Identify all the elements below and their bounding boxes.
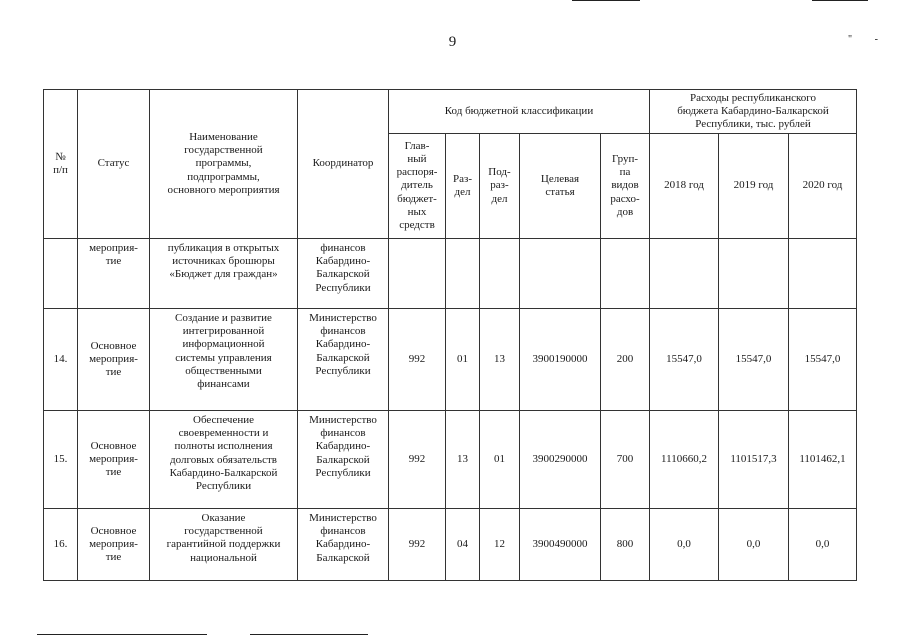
row-podrazdel: 13	[480, 309, 520, 411]
row-celevaya	[520, 239, 601, 309]
col-2018-header: 2018 год	[650, 134, 719, 239]
row-coordinator: Министерство финансов Кабардино- Балкарской Республики	[298, 411, 389, 509]
row-coordinator: Министерство финансов Кабардино- Балкарской	[298, 509, 389, 581]
row-razdel: 13	[446, 411, 480, 509]
row-2018: 15547,0	[650, 309, 719, 411]
col-podrazdel-header: Под- раз- дел	[480, 134, 520, 239]
row-2018: 0,0	[650, 509, 719, 581]
row-podrazdel: 12	[480, 509, 520, 581]
header-row-1	[44, 90, 857, 134]
row-vid: 800	[601, 509, 650, 581]
row-num	[44, 239, 78, 309]
row-coordinator: финансов Кабардино- Балкарской Республики	[298, 239, 389, 309]
table-row	[44, 239, 857, 309]
row-razdel	[446, 239, 480, 309]
row-podrazdel	[480, 239, 520, 309]
row-status: мероприя- тие	[78, 239, 150, 309]
row-razdel: 04	[446, 509, 480, 581]
table-row	[44, 411, 857, 509]
row-celevaya: 3900190000	[520, 309, 601, 411]
col-vid-header: Груп- па видов расхо- дов	[601, 134, 650, 239]
corner-marks: " -	[848, 34, 888, 45]
row-grbs: 992	[389, 509, 446, 581]
row-2019: 1101517,3	[719, 411, 789, 509]
col-2020-header: 2020 год	[789, 134, 857, 239]
budget-table	[43, 89, 857, 581]
col-celevaya-header: Целевая статья	[520, 134, 601, 239]
row-grbs: 992	[389, 309, 446, 411]
row-vid: 700	[601, 411, 650, 509]
row-2020: 15547,0	[789, 309, 857, 411]
row-coordinator: Министерство финансов Кабардино- Балкарской Республики	[298, 309, 389, 411]
col-name-header: Наименование государственной программы, подпрограммы, основного мероприятия	[150, 90, 298, 239]
col-grbs-header: Глав- ный распоря- дитель бюджет- ных средств	[389, 134, 446, 239]
row-grbs	[389, 239, 446, 309]
row-2018	[650, 239, 719, 309]
table-row	[44, 509, 857, 581]
row-vid: 200	[601, 309, 650, 411]
row-celevaya: 3900290000	[520, 411, 601, 509]
top-rule-left	[572, 0, 640, 1]
row-num: 16.	[44, 509, 78, 581]
row-status: Основное мероприя- тие	[78, 411, 150, 509]
col-num-header: № п/п	[44, 90, 78, 239]
row-2019: 15547,0	[719, 309, 789, 411]
top-rule-right	[812, 0, 868, 1]
col-2019-header: 2019 год	[719, 134, 789, 239]
row-podrazdel: 01	[480, 411, 520, 509]
row-status: Основное мероприя- тие	[78, 309, 150, 411]
row-status: Основное мероприя- тие	[78, 509, 150, 581]
row-2020	[789, 239, 857, 309]
col-razdel-header: Раз- дел	[446, 134, 480, 239]
row-celevaya: 3900490000	[520, 509, 601, 581]
signature-line-right	[250, 634, 368, 635]
row-name: публикация в открытых источниках брошюры «Бюджет для граждан»	[150, 239, 298, 309]
row-2019: 0,0	[719, 509, 789, 581]
row-razdel: 01	[446, 309, 480, 411]
row-vid	[601, 239, 650, 309]
row-num: 14.	[44, 309, 78, 411]
row-name: Создание и развитие интегрированной информационной системы управления общественными финансами	[150, 309, 298, 411]
kbk-header: Код бюджетной классификации	[389, 90, 650, 134]
row-name: Оказание государственной гарантийной поддержки национальной	[150, 509, 298, 581]
page-number: 9	[448, 34, 457, 50]
row-2018: 1110660,2	[650, 411, 719, 509]
row-name: Обеспечение своевременности и полноты исполнения долговых обязательств Кабардино-Балкарской Республики	[150, 411, 298, 509]
col-status-header: Статус	[78, 90, 150, 239]
signature-line-left	[37, 634, 207, 635]
expenses-header: Расходы республиканского бюджета Кабардино-Балкарской Республики, тыс. рублей	[650, 90, 857, 134]
row-grbs: 992	[389, 411, 446, 509]
row-num: 15.	[44, 411, 78, 509]
row-2020: 0,0	[789, 509, 857, 581]
row-2019	[719, 239, 789, 309]
table-row	[44, 309, 857, 411]
row-2020: 1101462,1	[789, 411, 857, 509]
col-coordinator-header: Координатор	[298, 90, 389, 239]
